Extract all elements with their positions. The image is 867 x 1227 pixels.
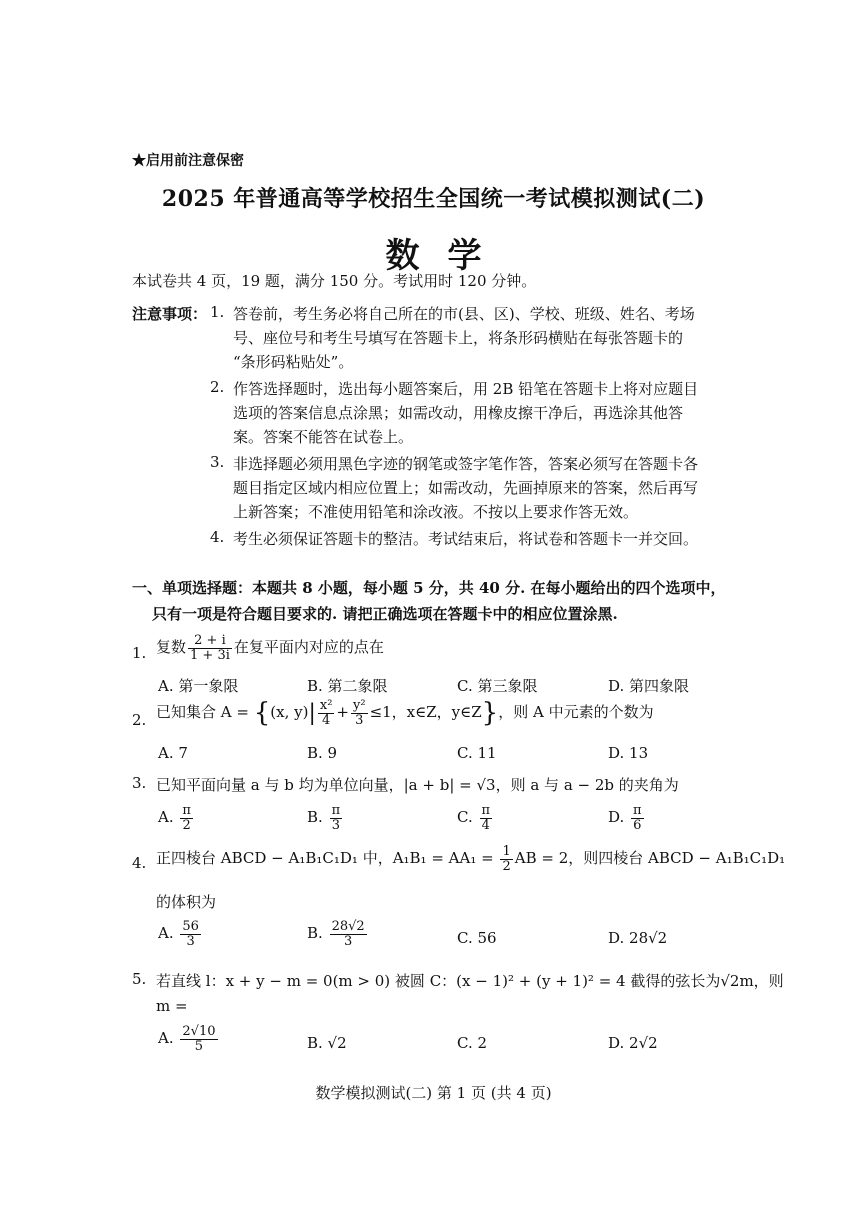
note-line: 考生必须保证答题卡的整洁。考试结束后，将试卷和答题卡一并交回。 — [233, 530, 699, 548]
note-line: 题目指定区域内相应位置上；如需改动，先画掉原来的答案，然后再写 — [233, 479, 699, 497]
option-b: B. 9 — [307, 744, 338, 762]
question-3-stem: 已知平面向量 a 与 b 均为单位向量，|a + b| = √3，则 a 与 a − 2b 的夹角为 — [156, 776, 679, 794]
option-c: C. 2 — [457, 1034, 488, 1052]
question-number: 5. — [132, 970, 147, 988]
page-footer: 数学模拟测试(二) 第 1 页 (共 4 页) — [315, 1084, 552, 1102]
option-c: C. 56 — [457, 929, 497, 947]
option-a: A. $\frac{2√10}{5}$ — [158, 1024, 216, 1054]
note-number: 2. — [210, 378, 225, 396]
option-d: D. 28√2 — [608, 929, 668, 947]
option-a: A. 7 — [158, 744, 188, 762]
option-a: A. 第一象限 — [158, 677, 239, 695]
exam-title: 2025 年普通高等学校招生全国统一考试模拟测试(二) — [161, 186, 706, 212]
question-number: 1. — [132, 644, 147, 662]
note-line: 案。答案不能答在试卷上。 — [233, 428, 414, 446]
option-d: D. $\frac{\pi}{6}$ — [608, 803, 642, 833]
option-b: B. $\frac{28√2}{3}$ — [307, 919, 365, 949]
note-number: 4. — [210, 528, 225, 546]
note-line: 非选择题必须用黑色字迹的钢笔或签字笔作答，答案必须写在答题卡各 — [233, 455, 699, 473]
option-d: D. 第四象限 — [608, 677, 690, 695]
option-b: B. 第二象限 — [307, 677, 388, 695]
option-a: A. $\frac{\pi}{2}$ — [158, 803, 191, 833]
question-5-stem-cont: m = — [156, 997, 188, 1015]
confidential-mark: ★启用前注意保密 — [132, 153, 244, 169]
note-line: 号、座位号和考生号填写在答题卡上，将条形码横贴在每张答题卡的 — [233, 329, 684, 347]
fraction: $\frac{2 + i}{1 + 3i}$ — [190, 633, 230, 663]
option-b: B. √2 — [307, 1034, 347, 1052]
question-1-stem: 复数 $\frac{2 + i}{1 + 3i}$ 在复平面内对应的点在 — [156, 633, 384, 663]
section-heading-cont: 只有一项是符合题目要求的. 请把正确选项在答题卡中的相应位置涂黑. — [152, 605, 618, 623]
option-d: D. 13 — [608, 744, 649, 762]
question-2-stem: 已知集合 A = {(x, y)| $\frac{\text{x²}}{4}$ + $\frac{\text{y²}}{3}$ ≤1，x∈Z，y∈Z}，则 A 中元素的个数为 — [156, 697, 654, 728]
option-b: B. $\frac{\pi}{3}$ — [307, 803, 341, 833]
question-5-stem: 若直线 l：x + y − m = 0(m > 0) 被圆 C：(x − 1)² + (y + 1)² = 4 截得的弦长为√2m，则 — [156, 972, 784, 990]
subject-title: 数学 — [385, 236, 510, 276]
note-line: 选项的答案信息点涂黑；如需改动，用橡皮擦干净后，再选涂其他答 — [233, 404, 684, 422]
option-c: C. $\frac{\pi}{4}$ — [457, 803, 491, 833]
note-number: 1. — [210, 303, 225, 321]
notes-label: 注意事项： — [132, 305, 208, 323]
fraction: $\frac{\text{x²}}{4}$ — [319, 697, 333, 728]
option-c: C. 第三象限 — [457, 677, 538, 695]
option-a: A. $\frac{56}{3}$ — [158, 919, 199, 949]
question-4-stem-cont: 的体积为 — [156, 893, 217, 911]
fraction: $\frac{\text{y²}}{3}$ — [353, 697, 366, 728]
note-line: 作答选择题时，选出每小题答案后，用 2B 铅笔在答题卡上将对应题目 — [233, 380, 699, 398]
note-line: “条形码粘贴处”。 — [233, 353, 354, 371]
exam-intro: 本试卷共 4 页，19 题，满分 150 分。考试用时 120 分钟。 — [132, 272, 537, 290]
section-heading: 一、单项选择题：本题共 8 小题，每小题 5 分，共 40 分. 在每小题给出的四个选项中， — [132, 579, 726, 597]
option-d: D. 2√2 — [608, 1034, 658, 1052]
note-line: 上新答案；不准使用铅笔和涂改液。不按以上要求作答无效。 — [233, 503, 639, 521]
note-number: 3. — [210, 453, 225, 471]
question-number: 2. — [132, 711, 147, 729]
question-4-stem: 正四棱台 ABCD − A₁B₁C₁D₁ 中，A₁B₁ = AA₁ = $\frac{1}{2}$ AB = 2，则四棱台 ABCD − A₁B₁C₁D₁ — [156, 844, 786, 874]
option-c: C. 11 — [457, 744, 497, 762]
question-number: 4. — [132, 854, 147, 872]
question-number: 3. — [132, 774, 147, 792]
note-line: 答卷前，考生务必将自己所在的市(县、区)、学校、班级、姓名、考场 — [233, 305, 695, 323]
